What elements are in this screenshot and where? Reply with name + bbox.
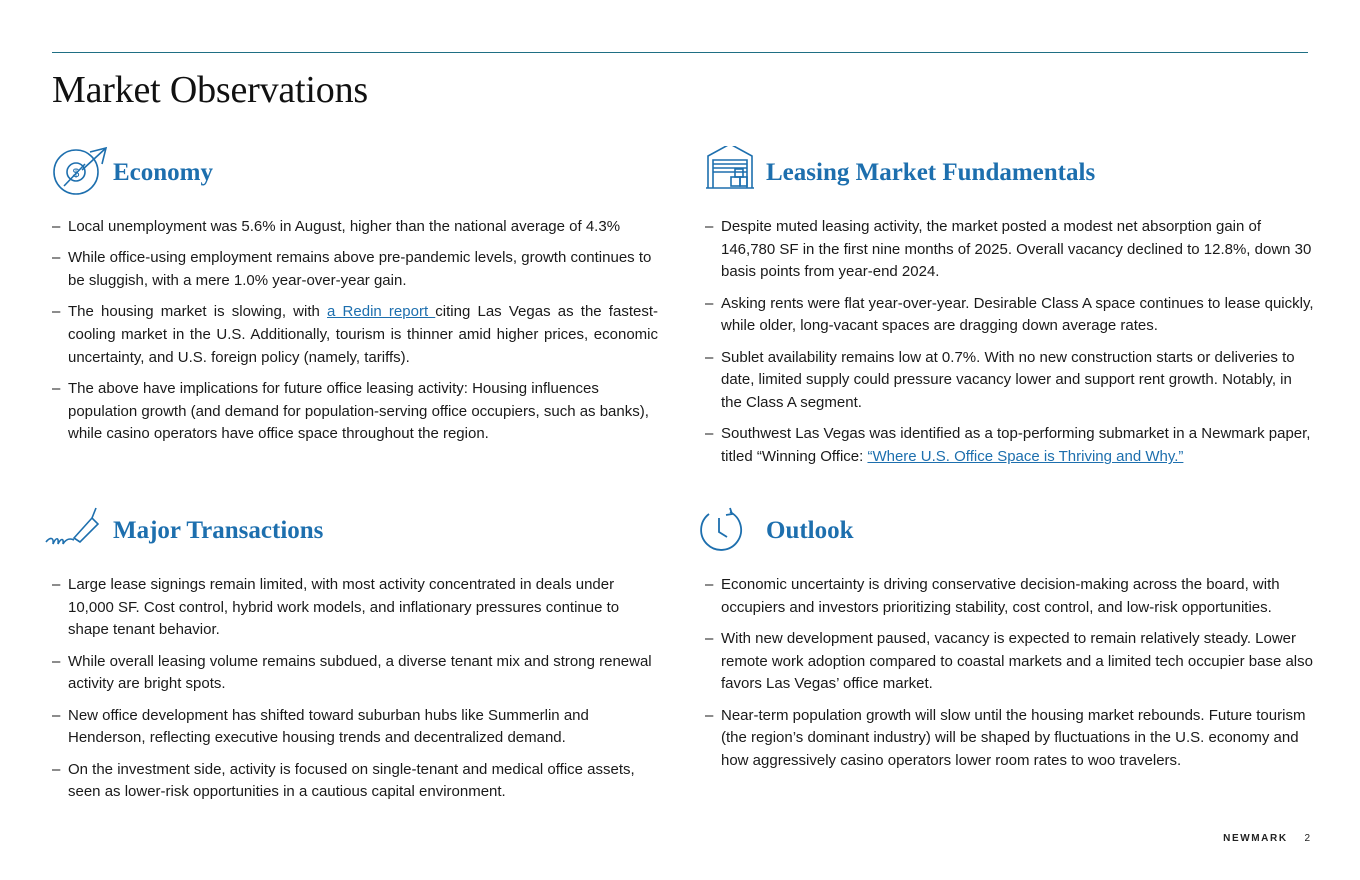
- transactions-title: Major Transactions: [113, 517, 324, 544]
- leasing-header: [705, 146, 1315, 198]
- page-number: 2: [1304, 833, 1310, 844]
- outlook-bullet-3: – Near-term population growth will slow until the housing market rebounds. Future tourism (the region’s dominant industry) will be shaped by fluctuations in the U.S. economy and how aggressively casino operators lower room rates to woo travelers.: [705, 705, 1315, 773]
- economy-bullet-3-text-after: citing Las Vegas as the fastest-cooling market in the U.S. Additionally, tourism is thinner amid higher prices, economic uncertainty, and U.S. foreign policy (namely, tariffs).: [68, 303, 658, 366]
- transactions-header: [52, 504, 658, 556]
- transactions-bullets: [52, 574, 658, 804]
- transactions-bullet-3: – New office development has shifted toward suburban hubs like Summerlin and Henderson, reflecting executive housing trends and decentralized demand.: [52, 705, 658, 750]
- economy-header: [52, 146, 658, 198]
- leasing-bullet-1: – Despite muted leasing activity, the market posted a modest net absorption gain of 146,780 SF in the first nine months of 2025. Overall vacancy declined to 12.8%, down 30 basis points from year-end 2024.: [705, 216, 1315, 284]
- leasing-title: Leasing Market Fundamentals: [766, 159, 1096, 186]
- economy-bullet-1: – Local unemployment was 5.6% in August, higher than the national average of 4.3%: [52, 216, 658, 239]
- redin-report-link[interactable]: a Redin report: [327, 303, 436, 321]
- leasing-bullets: [705, 216, 1315, 469]
- outlook-bullet-1: – Economic uncertainty is driving conservative decision-making across the board, with occupiers and investors prioritizing stability, cost control, and low-risk opportunities.: [705, 574, 1315, 619]
- signature-pen-icon: [44, 504, 104, 556]
- leasing-bullet-2: – Asking rents were flat year-over-year. Desirable Class A space continues to lease quickly, while older, long-vacant spaces are dragging down average rates.: [705, 293, 1315, 338]
- leasing-bullet-3: – Sublet availability remains low at 0.7%. With no new construction starts or deliveries to date, limited supply could pressure vacancy lower and support rent growth. Notably, in the Class A segment.: [705, 347, 1315, 415]
- transactions-section: [52, 504, 658, 813]
- clock-refresh-icon: [697, 504, 757, 556]
- economy-title: Economy: [113, 159, 213, 186]
- transactions-bullet-2: – While overall leasing volume remains subdued, a diverse tenant mix and strong renewal activity are bright spots.: [52, 651, 658, 696]
- economy-bullet-2: – While office-using employment remains above pre-pandemic levels, growth continues to be sluggish, with a mere 1.0% year-over-year gain.: [52, 247, 658, 292]
- outlook-bullets: [705, 574, 1315, 773]
- leasing-bullet-4-text-before: Southwest Las Vegas was identified as a top-performing submarket in a Newmark paper, titled “Winning Office:: [721, 425, 1311, 466]
- leasing-bullet-4: [705, 423, 1315, 468]
- transactions-bullet-4: – On the investment side, activity is focused on single-tenant and medical office assets, seen as lower-risk opportunities in a cautious capital environment.: [52, 759, 658, 804]
- outlook-section: [705, 504, 1315, 781]
- leasing-section: [705, 146, 1315, 477]
- top-divider: [52, 52, 1308, 53]
- page-title: Market Observations: [52, 69, 368, 111]
- economy-section: [52, 146, 658, 455]
- economy-bullet-4: – The above have implications for future office leasing activity: Housing influences population growth (and demand for population-serving office occupiers, such as banks), while casino operators have office space throughout the region.: [52, 378, 658, 446]
- winning-office-link[interactable]: “Where U.S. Office Space is Thriving and Why.”: [867, 448, 1184, 466]
- svg-text:$: $: [72, 166, 80, 180]
- warehouse-icon: [705, 146, 765, 198]
- page-footer: [1223, 833, 1310, 844]
- transactions-bullet-1: – Large lease signings remain limited, with most activity concentrated in deals under 10,000 SF. Cost control, hybrid work models, and inflationary pressures continue to shape tenant behavior.: [52, 574, 658, 642]
- dollar-growth-icon: [52, 146, 112, 198]
- outlook-title: Outlook: [766, 517, 854, 544]
- footer-brand: NEWMARK: [1223, 833, 1288, 844]
- outlook-bullet-2: – With new development paused, vacancy is expected to remain relatively steady. Lower remote work adoption compared to coastal markets and a limited tech occupier base also favors Las Vegas’ office market.: [705, 628, 1315, 696]
- economy-bullets: [52, 216, 658, 446]
- outlook-header: [705, 504, 1315, 556]
- economy-bullet-3-text-before: The housing market is slowing, with: [68, 303, 328, 321]
- economy-bullet-3: [52, 301, 658, 369]
